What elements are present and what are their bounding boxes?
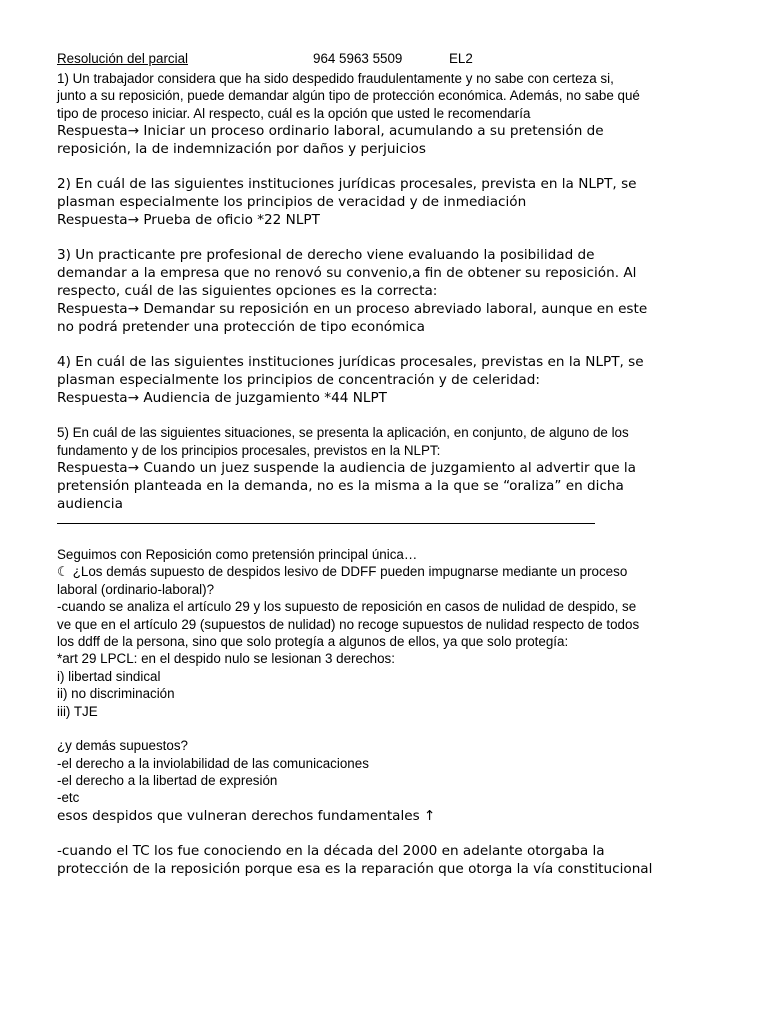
answer-1 bbox=[57, 122, 687, 158]
question-line: 4) En cuál de las siguientes instituciones jurídicas procesales, previstas en la NLPT, se bbox=[57, 354, 644, 371]
spacer bbox=[57, 407, 687, 424]
spacer bbox=[57, 158, 687, 175]
question-line: 3) Un practicante pre profesional de derecho viene evaluando la posibilidad de bbox=[57, 247, 595, 264]
right-item: iii) TJE bbox=[57, 703, 98, 719]
other-case-item: -el derecho a la libertad de expresión bbox=[57, 772, 278, 788]
analysis-line: -cuando se analiza el artículo 29 y los supuesto de reposición en casos de nulidad de despido, se bbox=[57, 599, 637, 615]
notes-question: ☾ ¿Los demás supuesto de despidos lesivo de DDFF pueden impugnarse mediante un proceso bbox=[57, 564, 628, 580]
question-line: plasman especialmente los principios de concentración y de celeridad: bbox=[57, 372, 540, 389]
spacer bbox=[57, 825, 687, 842]
spacer bbox=[57, 336, 687, 353]
question-line: 2) En cuál de las siguientes instituciones jurídicas procesales, prevista en la NLPT, se bbox=[57, 176, 637, 193]
tc-line: protección de la reposición porque esa es la reparación que otorga la vía constitucional bbox=[57, 860, 653, 877]
question-line: respecto, cuál de las siguientes opciones es la correcta: bbox=[57, 283, 438, 300]
question-line: tipo de proceso iniciar. Al respecto, cuál es la opción que usted le recomendaría bbox=[57, 105, 531, 121]
course-code: EL2 bbox=[449, 51, 473, 66]
question-line: 1) Un trabajador considera que ha sido despedido fraudulentamente y no sabe con certeza si, bbox=[57, 71, 614, 86]
right-item: i) libertad sindical bbox=[57, 668, 161, 684]
horizontal-rule bbox=[57, 523, 595, 524]
spacer bbox=[57, 720, 687, 737]
question-line: 5) En cuál de las siguientes situaciones, se presenta la aplicación, en conjunto, de alguno de los bbox=[57, 425, 629, 441]
answer-line: Respuesta→ Cuando un juez suspende la audiencia de juzgamiento al advertir que la bbox=[57, 460, 636, 477]
analysis-line: los ddff de la persona, sino que solo protegía a algunos de ellos, ya que solo protegía: bbox=[57, 634, 569, 650]
question-1 bbox=[57, 70, 687, 122]
answer-line: no podrá pretender una protección de tipo económica bbox=[57, 319, 425, 336]
article-29-note: *art 29 LPCL: en el despido nulo se lesionan 3 derechos: bbox=[57, 651, 395, 667]
analysis-line: ve que en el artículo 29 (supuestos de nulidad) no recoge supuestos de nulidad respecto de todos bbox=[57, 616, 640, 632]
answer-5 bbox=[57, 459, 687, 513]
document-header bbox=[57, 50, 687, 68]
notes-conclusion bbox=[57, 807, 687, 878]
other-cases-question: ¿y demás supuestos? bbox=[57, 738, 188, 754]
question-3 bbox=[57, 246, 687, 336]
answer-line: Respuesta→ Prueba de oficio *22 NLPT bbox=[57, 212, 320, 229]
other-case-item: -el derecho a la inviolabilidad de las comunicaciones bbox=[57, 755, 369, 771]
notes-intro: Seguimos con Reposición como pretensión principal única… bbox=[57, 547, 418, 563]
other-case-item: -etc bbox=[57, 790, 80, 806]
document-title: Resolución del parcial bbox=[57, 51, 189, 66]
right-item: ii) no discriminación bbox=[57, 686, 175, 702]
question-line: plasman especialmente los principios de veracidad y de inmediación bbox=[57, 194, 527, 211]
answer-line: Respuesta→ Iniciar un proceso ordinario laboral, acumulando a su pretensión de bbox=[57, 123, 604, 140]
document-page bbox=[57, 50, 687, 878]
answer-line: audiencia bbox=[57, 496, 123, 513]
answer-line: reposición, la de indemnización por daños y perjuicios bbox=[57, 141, 426, 158]
notes-section bbox=[57, 546, 687, 807]
question-line: fundamento y de los principios procesales, previstos en la NLPT: bbox=[57, 442, 441, 458]
notes-question: laboral (ordinario-laboral)? bbox=[57, 581, 215, 597]
conclusion-line: esos despidos que vulneran derechos fundamentales ↑ bbox=[57, 807, 436, 824]
answer-line: Respuesta→ Audiencia de juzgamiento *44 NLPT bbox=[57, 390, 387, 407]
tc-line: -cuando el TC los fue conociendo en la década del 2000 en adelante otorgaba la bbox=[57, 842, 605, 859]
question-2 bbox=[57, 175, 687, 229]
answer-line: Respuesta→ Demandar su reposición en un proceso abreviado laboral, aunque en este bbox=[57, 301, 648, 318]
question-5 bbox=[57, 424, 687, 459]
spacer bbox=[57, 229, 687, 246]
question-4 bbox=[57, 353, 687, 407]
question-line: demandar a la empresa que no renovó su convenio,a fin de obtener su reposición. Al bbox=[57, 265, 637, 282]
answer-line: pretensión planteada en la demanda, no es la misma a la que se “oraliza” en dicha bbox=[57, 478, 624, 495]
question-line: junto a su reposición, puede demandar algún tipo de protección económica. Además, no sabe qué bbox=[57, 88, 640, 104]
phone-number: 964 5963 5509 bbox=[313, 51, 403, 66]
